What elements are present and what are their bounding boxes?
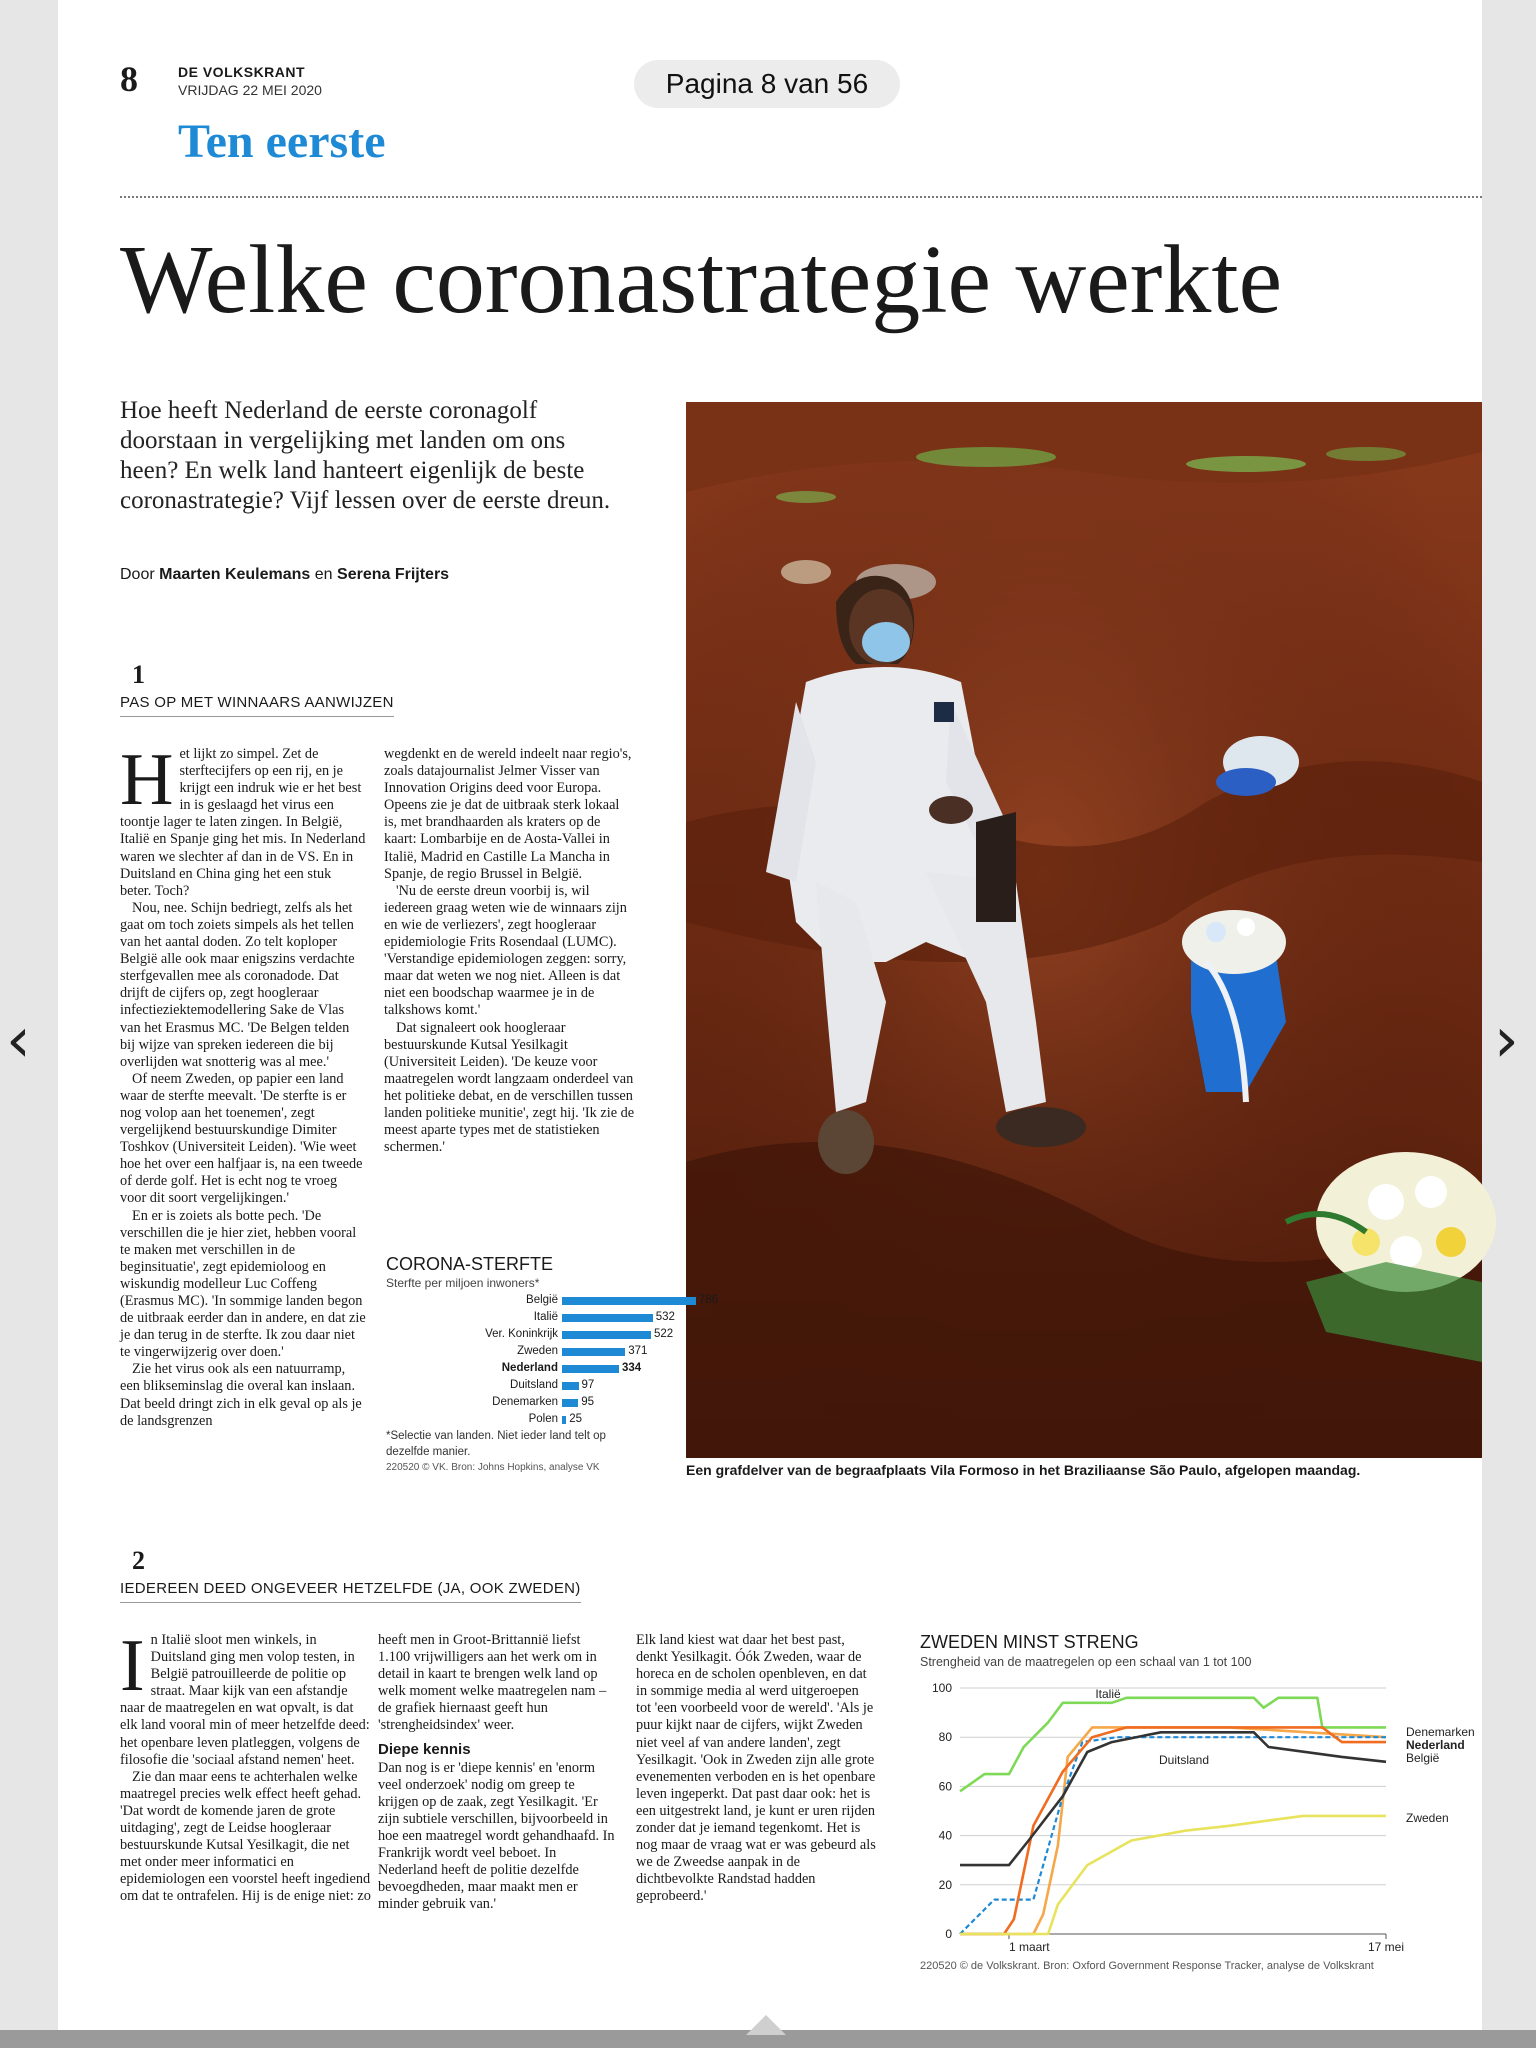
x-tick-label: 17 mei	[1367, 1940, 1405, 1954]
series-label: Zweden	[1406, 1811, 1449, 1825]
paragraph: Dan nog is er 'diepe kennis' en 'enorm veel onderzoek' nodig om greep te krijgen op de zaak, zegt Yesilkagit. 'Er zijn subtiele verschillen, bijvoorbeeld in hoe een maatregel wordt gehandhaafd. In Frankrijk wordt veel beboet. In Nederland heeft de politie dezelfde bevoegdheden, maar maakt men er minder gebruik van.'	[378, 1759, 615, 1913]
newspaper-name: DE VOLKSKRANT	[178, 64, 306, 80]
paragraph: Elk land kiest wat daar het best past, denkt Yesilkagit. Óók Zweden, waar de horeca en de scholen openbleven, en dat in sommige media al werd uitgeroepen tot 'een voorbeeld voor de wereld'. 'Als je puur kijkt naar de cijfers, wijkt Zweden niet veel af van andere landen', zegt Yesilkagit. 'Ook in Zweden zijn alle grote evenementen verboden en is het openbare leven ingeperkt. Dat past daar ook: het is een uitgestrekt land, je kunt er uren rijden zonder dat je iemand tegenkomt. Het is nog maar de vraag wat er was gebeurd als we de Zweedse aanpak in de dichtbevolkte Randstad hadden geprobeerd.'	[636, 1632, 876, 1905]
bar-chart-note: *Selectie van landen. Niet ieder land telt op dezelfde manier.	[386, 1430, 606, 1458]
lead-paragraph: Hoe heeft Nederland de eerste coronagolf doorstaan in vergelijking met landen om ons heen? En welk land hanteert eigenlijk de beste coronastrategie? Vijf lessen over de eerste dreun.	[120, 397, 611, 514]
lesson-heading: IEDEREEN DEED ONGEVEER HETZELFDE (JA, OOK ZWEDEN)	[120, 1580, 581, 1603]
paragraph: Nou, nee. Schijn bedriegt, zelfs als het gaat om toch zoiets simpels als het tellen van het aantal doden. Zo telt koploper België alle ook maar enigszins verdachte sterfgevallen mee als coronadode. Dat drijft de cijfers op, zegt hoogleraar infectieziektemodellering Sake de Vlas van het Erasmus MC. 'De Belgen telden bij wijze van spreken iedereen die bij overlijden wat snotterig was al mee.'	[120, 899, 355, 1070]
y-tick-label: 0	[945, 1927, 952, 1941]
bar	[562, 1365, 619, 1373]
bar	[562, 1348, 625, 1356]
bar	[562, 1314, 653, 1322]
article-column	[120, 739, 366, 1430]
bar-value: 786	[699, 1294, 719, 1306]
bar-row	[386, 1360, 686, 1377]
bar-row	[386, 1411, 686, 1428]
paragraph: 'Nu de eerste dreun voorbij is, wil iedereen graag weten wie de winnaars zijn en wie de verliezers', zegt hoogleraar epidemiologie Frits Rosendaal (LUMC). 'Verstandige epidemiologen zeggen: sorry, maar dat weten we nog niet. Alleen is dat niet een boodschap waarmee je in de talkshows komt.'	[384, 882, 627, 1019]
bar-label: Polen	[528, 1413, 558, 1425]
bar-value: 95	[581, 1396, 594, 1408]
bar	[562, 1399, 578, 1407]
bar-row	[386, 1377, 686, 1394]
photo-caption: Een grafdelver van de begraafplaats Vila Formoso in het Braziliaanse São Paulo, afgelopen maandag.	[686, 1462, 1361, 1478]
bar	[562, 1382, 579, 1390]
header-divider	[120, 196, 1482, 198]
lesson-number: 1	[132, 660, 145, 689]
line-chart	[920, 1676, 1475, 1956]
bar-row	[386, 1326, 686, 1343]
x-tick-label: 1 maart	[1008, 1940, 1050, 1954]
byline-conjunction: en	[314, 566, 333, 583]
paragraph: Of neem Zweden, op papier een land waar de sterfte meevalt. 'De sterfte is er nog volop aan het toenemen', zegt vergelijkend bestuurskundige Dimiter Toshkov (Universiteit Leiden). 'Wie weet hoe het over een halfjaar is, na een tweede of derde golf. Het is echt nog te vroeg voor dit soort vergelijkingen.'	[120, 1070, 363, 1207]
bar-chart-title: CORONA-STERFTE	[386, 1254, 554, 1274]
bar	[562, 1297, 696, 1305]
bar-label: Duitsland	[510, 1379, 558, 1391]
bar-value: 25	[569, 1413, 583, 1425]
page-number: 8	[120, 59, 138, 99]
drop-cap: I	[120, 1625, 145, 1707]
toolbar-handle-icon[interactable]	[746, 2015, 786, 2035]
series-label: Denemarken	[1406, 1725, 1475, 1739]
paragraph: Zie dan maar eens te achterhalen welke maatregel precies welk effect heeft gehad. 'Dat wordt de komende jaren de grote uitdaging', zegt de Leidse hoogleraar bestuurskunde Kutsal Yesilkagit, die net met onder meer informatici en epidemiologen een voorstel heeft ingediend om dat te ontrafelen. Hij is de enige niet: zo	[120, 1768, 371, 1905]
bar-label: Denemarken	[492, 1396, 558, 1408]
newspaper-page	[58, 0, 1482, 2030]
byline	[120, 566, 449, 584]
article-column	[120, 1625, 372, 1906]
series-label: Nederland	[1406, 1738, 1465, 1752]
bar-value: 371	[628, 1345, 648, 1357]
line-chart-title: ZWEDEN MINST STRENG	[920, 1632, 1139, 1652]
bar-chart	[386, 1292, 719, 1428]
paragraph: n Italië sloot men winkels, in Duitsland ging men volop testen, in België patrouilleerde de politie op straat. Maar kijk van een afstandje naar de maatregelen en wat opvalt, is dat elk land vooral min of meer hetzelfde deed: het openbare leven platleggen, volgens de filosofie die 'sociaal afstand nemen' heet.	[120, 1632, 370, 1768]
lesson-number: 2	[132, 1546, 145, 1575]
bar-value: 522	[653, 1328, 674, 1340]
y-tick-label: 40	[938, 1828, 952, 1843]
bar-value: 532	[655, 1311, 675, 1323]
bar-row	[386, 1394, 686, 1411]
bar	[562, 1331, 651, 1339]
bar-label: Ver. Koninkrijk	[485, 1328, 558, 1340]
line-chart-subtitle: Strengheid van de maatregelen op een schaal van 1 tot 100	[920, 1655, 1252, 1669]
byline-prefix: Door	[120, 566, 155, 583]
paragraph: et lijkt zo simpel. Zet de sterftecijfers op een rij, en je krijgt een indruk wie er het best in is geslaagd het virus een toontje lager te laten zingen. In België, Italië en Spanje ging het mis. In Nederland waren we slechter af dan in de VS. En in Duitsland en China ging het een stuk beter. Toch?	[120, 746, 366, 899]
series-label: België	[1406, 1751, 1440, 1765]
bar-row	[386, 1292, 719, 1309]
paragraph: En er is zoiets als botte pech. 'De verschillen die je hier ziet, hebben vooral te maken met verschillen in de beginsituatie', zegt epidemioloog en wiskundig modelleur Luc Coffeng (Erasmus MC). 'In sommige landen begon de uitbraak eerder dan in andere, en dat zie je dan terug in de sterfte. Ik zou daar niet te vingerwijzerig over doen.'	[120, 1207, 366, 1361]
line-chart-source: 220520 © de Volkskrant. Bron: Oxford Government Response Tracker, analyse de Volkskrant	[920, 1960, 1374, 1972]
series-label: Italië	[1095, 1687, 1121, 1701]
drop-cap: H	[120, 739, 174, 821]
subheading: Diepe kennis	[378, 1740, 471, 1758]
y-tick-label: 80	[938, 1730, 952, 1745]
paragraph: wegdenkt en de wereld indeelt naar regio's, zoals datajournalist Jelmer Visser van Innovation Origins deed voor Europa. Opeens zie je dat de uitbraak sterk lokaal is, met brandhaarden als kraters op de kaart: Lombarbije en de Aosta-Vallei in Italië, Madrid en Castille La Mancha in Spanje, de regio Brussel in België.	[384, 746, 632, 882]
paragraph: Dat signaleert ook hoogleraar bestuurskunde Kutsal Yesilkagit (Universiteit Leiden). 'De keuze voor maatregelen wordt langzaam onderdeel van het politieke debat, en de verschillen tussen landen politieke munitie', zegt hij. 'Ik zie de meest aparte types met de statistieken schermen.'	[384, 1019, 635, 1156]
section-title: Ten eerste	[178, 115, 386, 168]
pagination-indicator: Pagina 8 van 56	[634, 60, 900, 108]
article-column	[636, 1632, 876, 1906]
article-column	[378, 1632, 616, 1914]
bar-label: Zweden	[517, 1345, 558, 1357]
article-column	[384, 746, 636, 1156]
bar-label: Italië	[533, 1311, 558, 1323]
previous-page-arrow[interactable]: ‹	[6, 1003, 31, 1076]
y-tick-label: 60	[938, 1779, 952, 1794]
bar-label: België	[526, 1294, 558, 1306]
author-name: Maarten Keulemans	[159, 566, 311, 583]
series-line	[960, 1698, 1386, 1792]
bar	[562, 1416, 566, 1424]
paragraph: heeft men in Groot-Brittannië liefst 1.100 vrijwilligers aan het werk om in detail in kaart te brengen welk land op welk moment welke maatregelen nam – de grafiek hiernaast geeft hun 'strengheidsindex' weer.	[378, 1632, 607, 1734]
bar-chart-subtitle: Sterfte per miljoen inwoners*	[386, 1276, 540, 1290]
bar-label: Nederland	[501, 1362, 558, 1374]
series-label: Duitsland	[1158, 1753, 1210, 1767]
bar-value: 97	[581, 1379, 595, 1391]
paragraph: Zie het virus ook als een natuurramp, een blikseminslag die overal kan inslaan. Dat beeld dringt zich in elk geval op als je de landsgrenzen	[120, 1361, 362, 1429]
y-tick-label: 100	[931, 1681, 952, 1695]
y-tick-label: 20	[938, 1877, 952, 1892]
bar-row	[386, 1343, 686, 1360]
bar-row	[386, 1309, 686, 1326]
article-photo	[686, 402, 1482, 1458]
lesson-heading: PAS OP MET WINNAARS AANWIJZEN	[120, 694, 394, 717]
next-page-arrow[interactable]: ›	[1494, 1003, 1519, 1076]
issue-date: VRIJDAG 22 MEI 2020	[178, 82, 322, 98]
bar-value: 334	[621, 1362, 642, 1374]
bar-chart-source: 220520 © VK. Bron: Johns Hopkins, analyse VK	[386, 1462, 600, 1473]
author-name: Serena Frijters	[337, 566, 450, 583]
headline: Welke coronastrategie werkte	[120, 226, 1283, 334]
